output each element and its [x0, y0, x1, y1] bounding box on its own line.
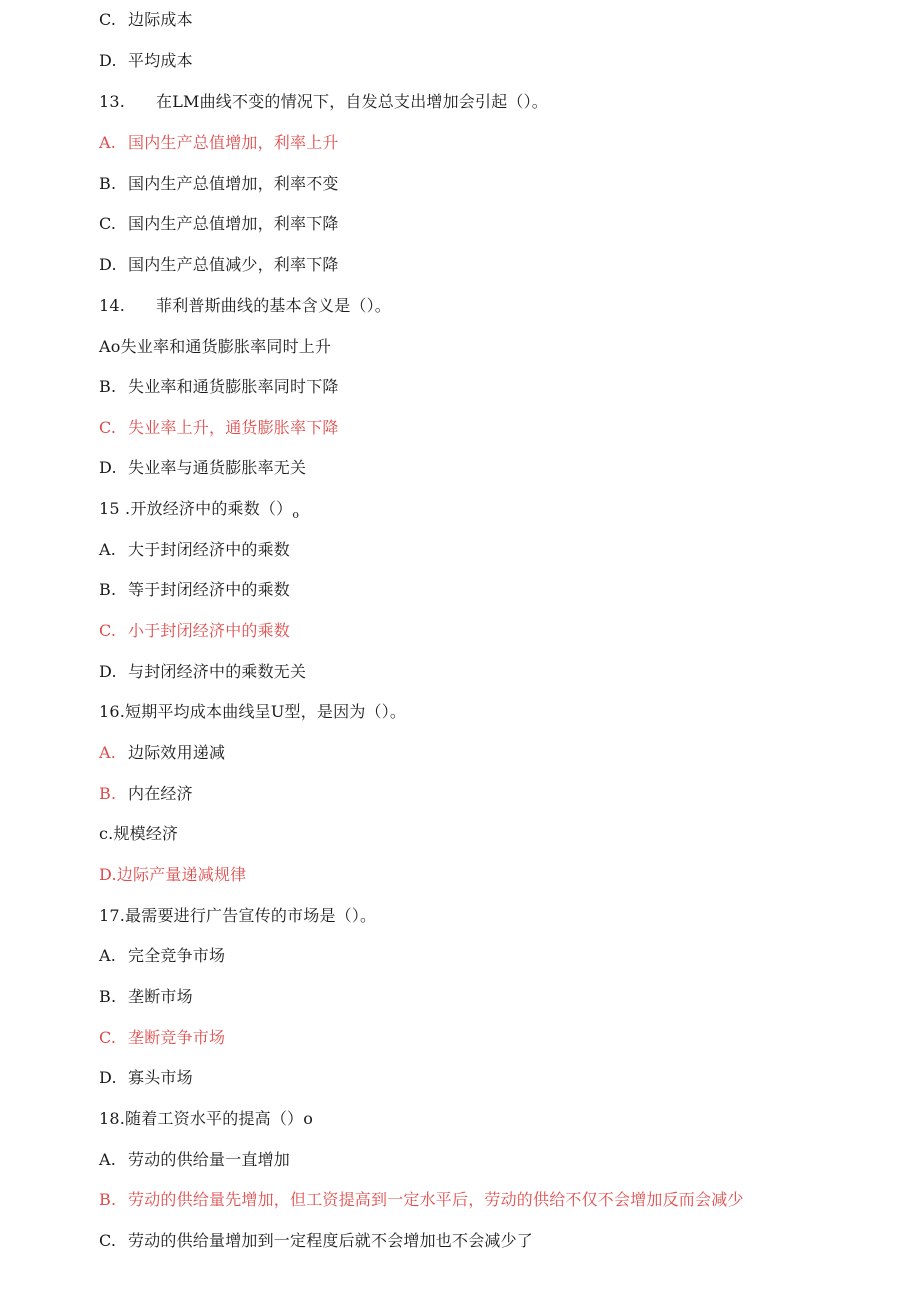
question-13 — [99, 92, 548, 112]
question-number: 13. — [99, 92, 126, 111]
option-15a — [99, 540, 290, 560]
question-number: 14. — [99, 296, 126, 315]
option-label: B. — [99, 580, 117, 599]
option-text: c.规模经济 — [99, 824, 179, 843]
option-label: A. — [99, 946, 117, 965]
option-label: C. — [99, 10, 117, 29]
option-text: 寡头市场 — [128, 1068, 193, 1087]
option-label: A. — [99, 133, 117, 152]
option-16d-answer — [99, 865, 246, 885]
option-label: C. — [99, 214, 117, 233]
option-16c — [99, 824, 178, 844]
option-label: A. — [99, 743, 117, 762]
option-text: 与封闭经济中的乘数无关 — [128, 662, 307, 681]
option-text: 国内生产总值增加，利率下降 — [128, 214, 339, 233]
option-text: 内在经济 — [128, 784, 193, 803]
option-text: 小于封闭经济中的乘数 — [128, 621, 291, 640]
option-label: C. — [99, 1231, 117, 1250]
option-label: B. — [99, 784, 117, 803]
option-text: 失业率和通货膨胀率同时下降 — [128, 377, 339, 396]
option-13c — [99, 214, 339, 234]
option-text: 垄断竞争市场 — [128, 1028, 226, 1047]
option-text: Ao失业率和通货膨胀率同时上升 — [99, 337, 332, 356]
option-13b — [99, 174, 339, 194]
option-17d — [99, 1068, 193, 1088]
option-text: 失业率上升，通货膨胀率下降 — [128, 418, 339, 437]
option-17c-answer — [99, 1028, 225, 1048]
option-text: 国内生产总值减少，利率下降 — [128, 255, 339, 274]
option-14a — [99, 337, 331, 357]
option-label: B. — [99, 174, 117, 193]
option-label: D. — [99, 255, 117, 274]
option-text: 边际成本 — [128, 10, 193, 29]
question-text: 17.最需要进行广告宣传的市场是（）。 — [99, 906, 377, 925]
option-16a — [99, 743, 225, 763]
option-text: 国内生产总值增加，利率上升 — [128, 133, 339, 152]
option-14b — [99, 377, 339, 397]
option-18b-answer — [99, 1190, 744, 1210]
option-label: A. — [99, 540, 117, 559]
option-text: 失业率与通货膨胀率无关 — [128, 458, 307, 477]
question-text: 16.短期平均成本曲线呈U型，是因为（）。 — [99, 702, 407, 721]
option-label: C. — [99, 418, 117, 437]
option-15b — [99, 580, 290, 600]
option-17a — [99, 946, 225, 966]
option-15d — [99, 662, 306, 682]
option-13d — [99, 255, 339, 275]
option-label: D. — [99, 458, 117, 477]
question-17 — [99, 906, 376, 926]
option-14d — [99, 458, 306, 478]
option-label: B. — [99, 1190, 117, 1209]
option-text: 垄断市场 — [128, 987, 193, 1006]
option-14c-answer — [99, 418, 339, 438]
question-text: 18.随着工资水平的提高（）o — [99, 1109, 314, 1128]
question-suffix: o — [292, 508, 300, 521]
option-label: C. — [99, 621, 117, 640]
option-text: 完全竞争市场 — [128, 946, 226, 965]
question-18 — [99, 1109, 313, 1129]
option-text: 劳动的供给量先增加，但工资提高到一定水平后，劳动的供给不仅不会增加反而会减少 — [128, 1190, 744, 1209]
option-text: 大于封闭经济中的乘数 — [128, 540, 291, 559]
question-15 — [99, 499, 299, 525]
option-13a-answer — [99, 133, 339, 153]
option-label: D. — [99, 1068, 117, 1087]
option-label: B. — [99, 987, 117, 1006]
option-12d — [99, 51, 193, 71]
question-text: 15 .开放经济中的乘数（） — [99, 499, 293, 518]
option-16b — [99, 784, 193, 804]
question-14 — [99, 296, 391, 316]
option-text: 边际效用递减 — [128, 743, 226, 762]
option-text: 平均成本 — [128, 51, 193, 70]
option-12c — [99, 10, 193, 30]
option-label: B. — [99, 377, 117, 396]
option-text: 劳动的供给量一直增加 — [128, 1150, 291, 1169]
option-18a — [99, 1150, 290, 1170]
option-17b — [99, 987, 193, 1007]
option-label: D. — [99, 51, 117, 70]
option-text: D.边际产量递减规律 — [99, 865, 247, 884]
option-label: A. — [99, 1150, 117, 1169]
question-16 — [99, 702, 406, 722]
option-label: D. — [99, 662, 117, 681]
option-text: 劳动的供给量增加到一定程度后就不会增加也不会减少了 — [128, 1231, 534, 1250]
option-label: C. — [99, 1028, 117, 1047]
option-18c — [99, 1231, 533, 1251]
option-text: 等于封闭经济中的乘数 — [128, 580, 291, 599]
question-text: 在LM曲线不变的情况下，自发总支出增加会引起（）。 — [156, 92, 549, 111]
option-text: 国内生产总值增加，利率不变 — [128, 174, 339, 193]
option-15c-answer — [99, 621, 290, 641]
question-text: 菲利普斯曲线的基本含义是（）。 — [156, 296, 392, 315]
